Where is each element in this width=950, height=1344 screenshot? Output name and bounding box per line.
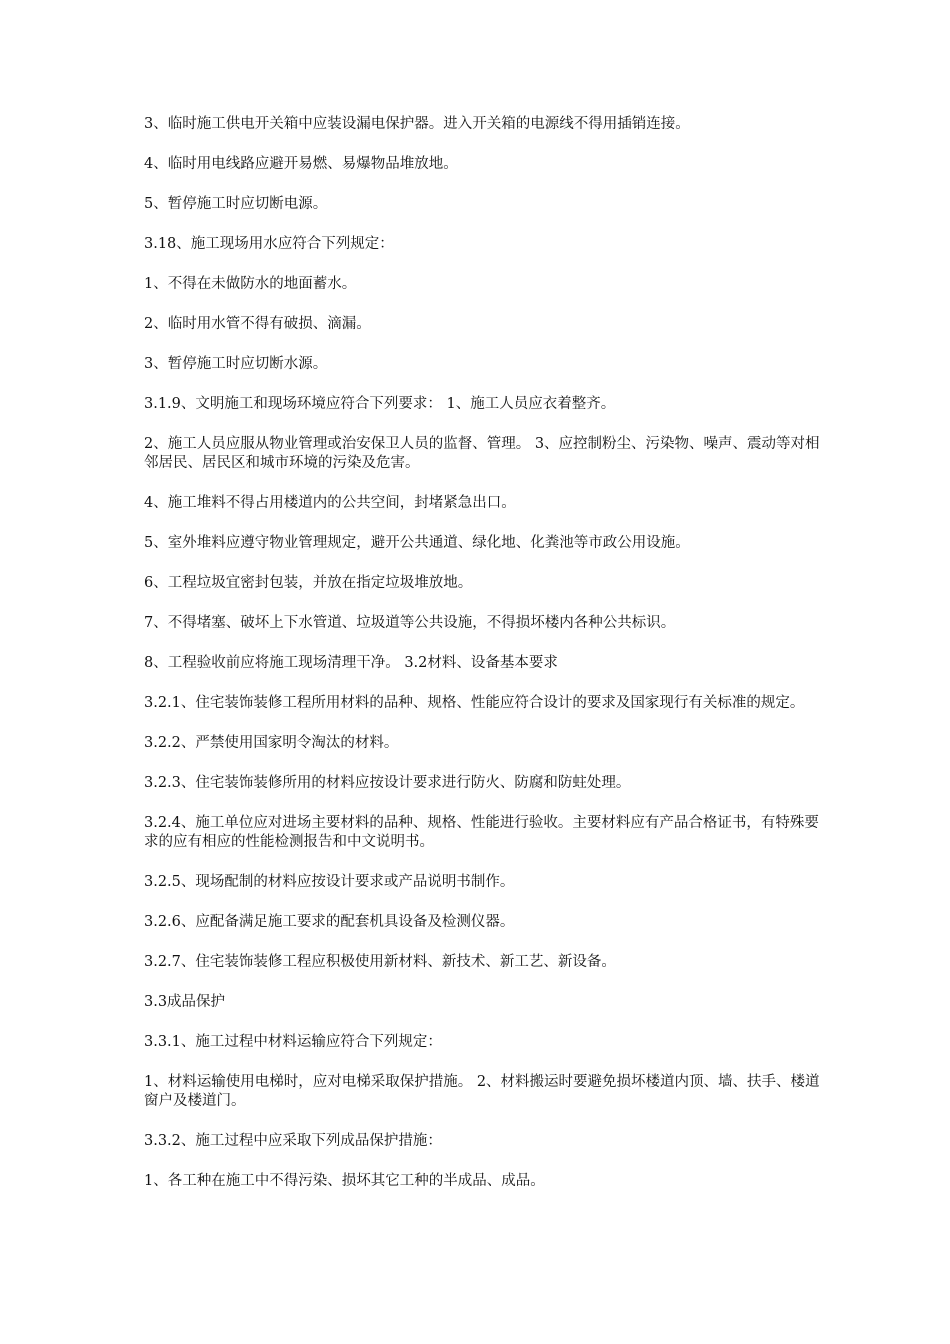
paragraph: 3.2.5、现场配制的材料应按设计要求或产品说明书制作。 (144, 874, 515, 890)
paragraph: 3.2.6、应配备满足施工要求的配套机具设备及检测仪器。 (144, 914, 515, 930)
paragraph: 3.3.1、施工过程中材料运输应符合下列规定： (144, 1034, 442, 1050)
document-body (144, 115, 820, 1212)
paragraph: 5、室外堆料应遵守物业管理规定，避开公共通道、绿化地、化粪池等市政公用设施。 (144, 535, 690, 551)
paragraph: 6、工程垃圾宜密封包装，并放在指定垃圾堆放地。 (144, 575, 473, 591)
paragraph: 7、不得堵塞、破坏上下水管道、垃圾道等公共设施，不得损坏楼内各种公共标识。 (144, 615, 676, 631)
paragraph: 3、暂停施工时应切断水源。 (144, 356, 328, 372)
paragraph: 3.2.3、住宅装饰装修所用的材料应按设计要求进行防火、防腐和防蛀处理。 (144, 775, 631, 791)
paragraph: 1、材料运输使用电梯时，应对电梯采取保护措施。 2、材料搬运时要避免损坏楼道内顶、墙、扶手、楼道窗户及楼道门。 (144, 1074, 820, 1109)
section-heading: 3.1.9、文明施工和现场环境应符合下列要求： 1、施工人员应衣着整齐。 (144, 396, 616, 412)
paragraph: 2、临时用水管不得有破损、滴漏。 (144, 316, 371, 332)
section-heading: 3.3成品保护 (144, 994, 226, 1010)
paragraph: 1、不得在未做防水的地面蓄水。 (144, 276, 357, 292)
paragraph: 3.2.1、住宅装饰装修工程所用材料的品种、规格、性能应符合设计的要求及国家现行有关标准的规定。 (144, 695, 805, 711)
paragraph: 8、工程验收前应将施工现场清理干净。 3.2材料、设备基本要求 (144, 655, 558, 671)
paragraph: 5、暂停施工时应切断电源。 (144, 196, 328, 212)
paragraph: 4、施工堆料不得占用楼道内的公共空间，封堵紧急出口。 (144, 495, 516, 511)
paragraph: 3、临时施工供电开关箱中应装设漏电保护器。进入开关箱的电源线不得用插销连接。 (144, 116, 690, 132)
paragraph: 4、临时用电线路应避开易燃、易爆物品堆放地。 (144, 156, 458, 172)
paragraph: 3.2.7、住宅装饰装修工程应积极使用新材料、新技术、新工艺、新设备。 (144, 954, 616, 970)
paragraph: 2、施工人员应服从物业管理或治安保卫人员的监督、管理。 3、应控制粉尘、污染物、噪声、震动等对相邻居民、居民区和城市环境的污染及危害。 (144, 436, 820, 471)
section-heading: 3.18、施工现场用水应符合下列规定： (144, 236, 394, 252)
paragraph: 3.2.2、严禁使用国家明令淘汰的材料。 (144, 735, 399, 751)
paragraph: 3.2.4、施工单位应对进场主要材料的品种、规格、性能进行验收。主要材料应有产品合格证书，有特殊要求的应有相应的性能检测报告和中文说明书。 (144, 815, 819, 850)
paragraph: 3.3.2、施工过程中应采取下列成品保护措施： (144, 1133, 442, 1149)
paragraph: 1、各工种在施工中不得污染、损坏其它工种的半成品、成品。 (144, 1173, 545, 1189)
